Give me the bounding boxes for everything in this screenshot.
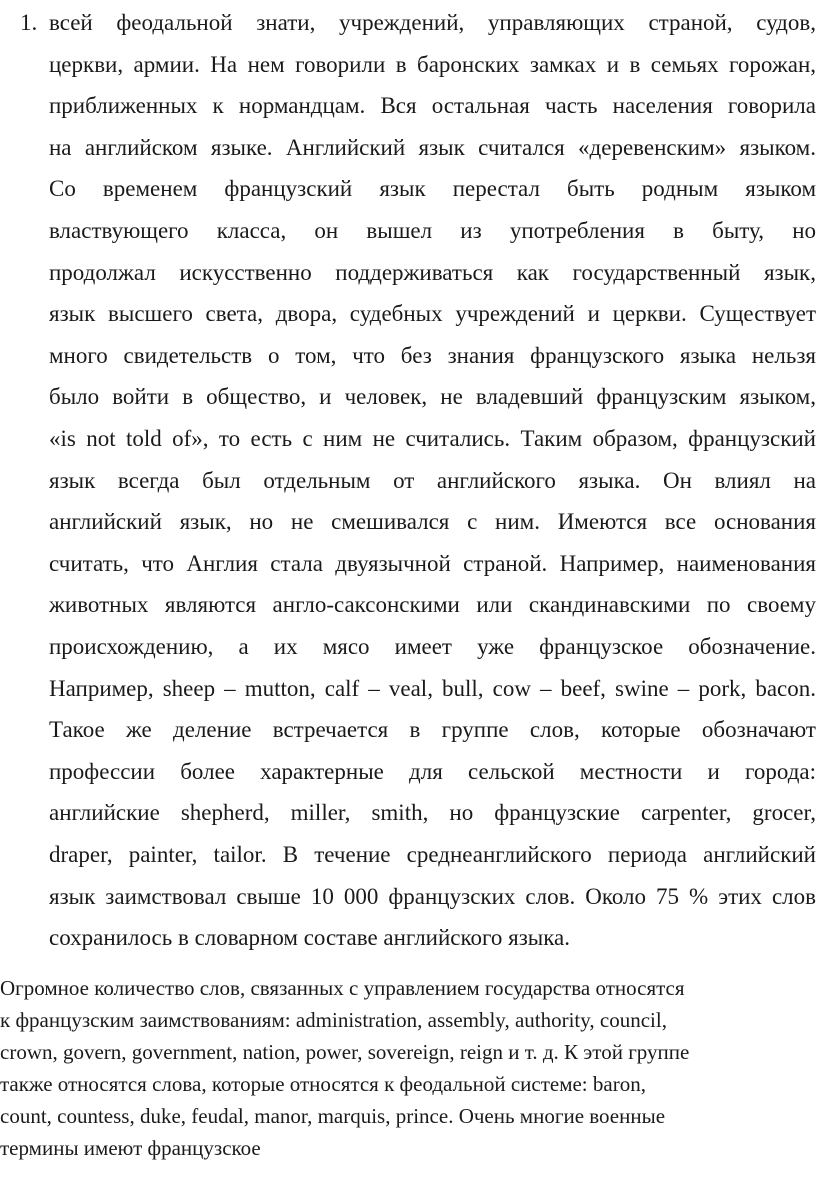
- list-text-line: draper, painter, tailor. В течение среднеанглийского периода английский: [49, 842, 816, 867]
- list-text-line: профессии более характерные для сельской местности и города:: [49, 758, 816, 784]
- list-text-line: Такое же деление встречается в группе слов, которые обозначают: [49, 717, 816, 743]
- list-text-line: английский язык, но не смешивался с ним. Имеются все основания: [49, 509, 816, 535]
- list-text-line: считать, что Англия стала двуязычной страной. Например, наименования: [49, 550, 816, 576]
- paragraph-text-line: термины имеют французское: [0, 1136, 261, 1160]
- list-number: 1.: [20, 10, 38, 35]
- list-text-line: приближенных к нормандцам. Вся остальная часть населения говорила: [49, 93, 816, 119]
- paragraph-text-line: count, countess, duke, feudal, manor, marquis, prince. Очень многие военные: [0, 1104, 666, 1128]
- list-text-line: властвующего класса, он вышел из употребления в быту, но: [49, 218, 816, 243]
- list-text-line: английские shepherd, miller, smith, но французские carpenter, grocer,: [49, 800, 816, 826]
- list-text-line: всей феодальной знати, учреждений, управляющих страной, судов,: [49, 10, 816, 35]
- list-text-line: «is not told of», то есть с ним не считались. Таким образом, французский: [49, 426, 816, 451]
- list-text-line: Со временем французский язык перестал быть родным языком: [49, 176, 816, 202]
- list-text-line: на английском языке. Английский язык считался «деревенским» языком.: [49, 134, 816, 160]
- list-text-line: было войти в общество, и человек, не владевший французским языком,: [49, 384, 816, 410]
- list-text-line: Например, sheep – mutton, calf – veal, bull, cow – beef, swine – pork, bacon.: [49, 675, 816, 701]
- list-text-line: сохранилось в словарном составе английского языка.: [49, 925, 571, 951]
- list-text-line: язык всегда был отдельным от английского языка. Он влиял на: [49, 467, 816, 493]
- list-text-line: животных являются англо-саксонскими или скандинавскими по своему: [49, 592, 816, 618]
- paragraph-text-line: crown, govern, government, nation, power, sovereign, reign и т. д. К этой группе: [0, 1040, 690, 1064]
- list-text-line: много свидетельств о том, что без знания французского языка нельзя: [49, 342, 816, 368]
- paragraph-text-line: Огромное количество слов, связанных с управлением государства относятся: [0, 976, 685, 1000]
- paragraph-text-line: также относятся слова, которые относятся к феодальной системе: baron,: [0, 1072, 646, 1096]
- list-text-line: церкви, армии. На нем говорили в баронских замках и в семьях горожан,: [49, 51, 816, 77]
- list-text-line: происхождению, а их мясо имеет уже французское обозначение.: [49, 634, 816, 659]
- paragraph-text-line: к французским заимствованиям: administration, assembly, authority, council,: [0, 1008, 667, 1032]
- list-text-line: язык заимствовал свыше 10 000 французских слов. Около 75 % этих слов: [49, 883, 816, 909]
- list-text-line: язык высшего света, двора, судебных учреждений и церкви. Существует: [49, 301, 816, 327]
- list-text-line: продолжал искусственно поддерживаться как государственный язык,: [49, 259, 816, 285]
